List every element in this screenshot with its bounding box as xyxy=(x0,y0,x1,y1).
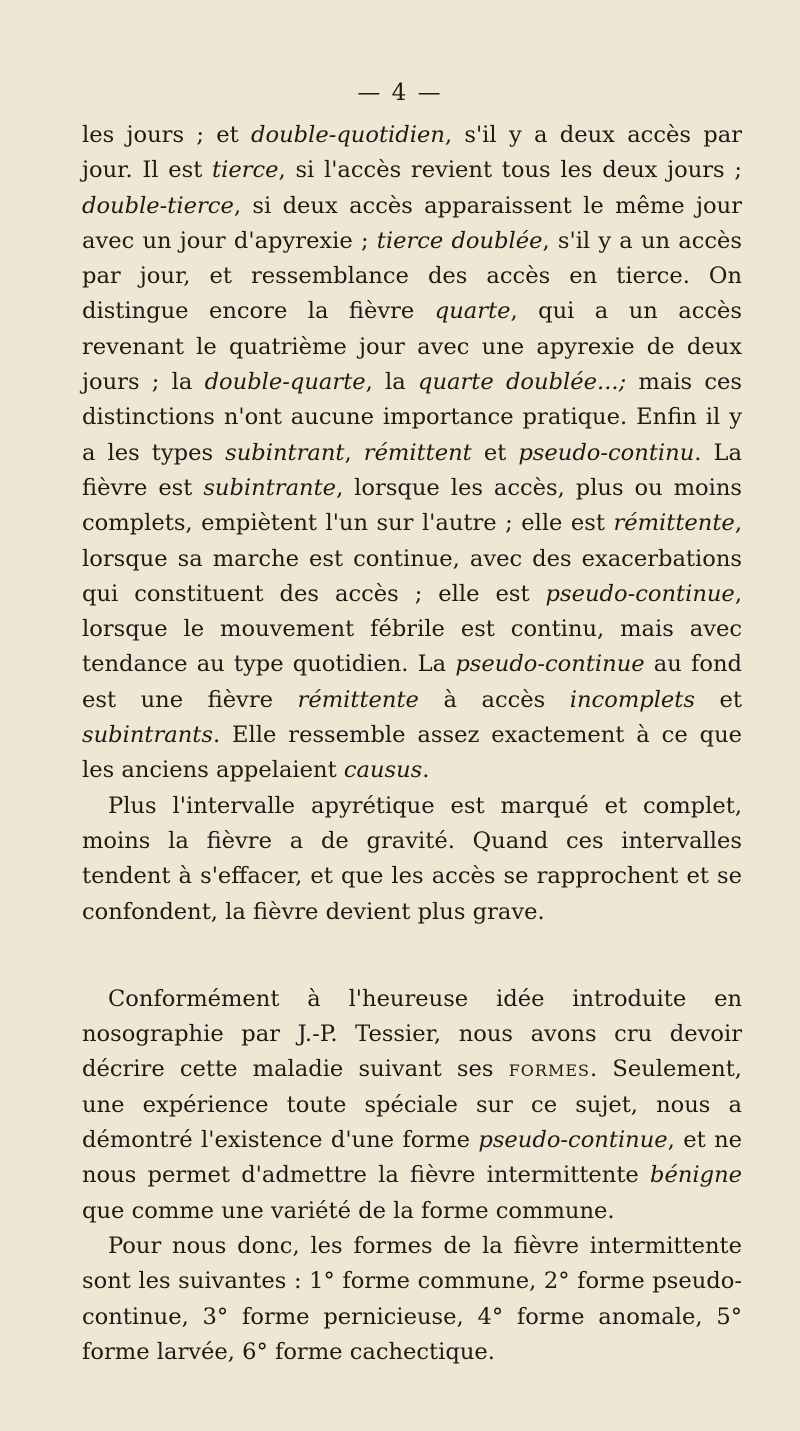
text-run: , si deux accès apparaissent le même jour avec un jour d'apyrexie ; xyxy=(82,192,742,254)
text-run: , xyxy=(344,439,364,466)
paragraph xyxy=(82,1229,742,1370)
italic-term: pseudo-continue xyxy=(478,1127,668,1154)
text-run: . Elle ressemble assez exactement à ce que les anciens appelaient xyxy=(82,722,742,784)
text-run: , s'il y a deux accès par jour. Il est xyxy=(82,122,742,184)
text-run: . Seulement, une expérience toute spéciale sur ce sujet, nous a démontré l'existence d'une forme xyxy=(82,1056,742,1154)
italic-term: pseudo-continu xyxy=(518,439,695,466)
text-run: . La fièvre est xyxy=(82,439,742,501)
text-run: , qui a un accès revenant le quatrième jour avec une apyrexie de deux jours ; la xyxy=(82,298,742,396)
italic-term: double-quarte xyxy=(204,369,366,396)
text-run: mais ces distinctions n'ont aucune importance pratique. Enfin il y a les types xyxy=(82,369,742,466)
text-run: que comme une variété de la forme commune. xyxy=(82,1197,615,1224)
italic-term: bénigne xyxy=(650,1162,742,1189)
body-text xyxy=(82,118,742,1370)
text-run: au fond est une fièvre xyxy=(82,651,742,713)
italic-term: pseudo-continue xyxy=(545,580,735,607)
text-run: , lorsque sa marche est continue, avec des exacerbations qui constituent des accès ; elle est xyxy=(82,510,742,607)
text-run: Conformément à l'heureuse idée introduite en nosographie par J.-P. Tessier, nous avons cru devoir décrire cette maladie suivant ses xyxy=(82,985,742,1083)
italic-term: rémittente xyxy=(297,686,419,713)
italic-term: subintrant xyxy=(225,439,345,466)
text-run: à accès xyxy=(418,686,570,713)
italic-term: quarte xyxy=(434,298,511,325)
italic-term: double-tierce xyxy=(82,192,234,219)
small-caps-term: formes xyxy=(508,1056,590,1083)
italic-term: pseudo-continue xyxy=(455,651,645,678)
text-run: , lorsque les accès, plus ou moins complets, empiètent l'un sur l'autre ; elle est xyxy=(82,474,742,537)
text-run: et xyxy=(694,686,742,713)
paragraph xyxy=(82,982,742,1229)
text-run: , s'il y a un accès par jour, et ressemblance des accès en tierce. On distingue encore la fièvre xyxy=(82,227,743,325)
text-run: Pour nous donc, les formes de la fièvre intermittente sont les suivantes : 1° forme commune, 2° forme pseudo-continue, 3° forme pernicieuse, 4° forme anomale, 5° forme larvée, 6° forme cachectique. xyxy=(82,1232,742,1365)
italic-term: causus xyxy=(343,757,423,784)
text-run: et xyxy=(471,439,519,466)
text-run: les jours ; et xyxy=(82,122,252,148)
text-run: , la xyxy=(365,369,418,396)
text-run: Plus l'intervalle apyrétique est marqué et complet, moins la fièvre a de gravité. Quand ces intervalles tendent à s'effacer, et que les accès se rapprochent et se confondent, la fièvre devient plus grave. xyxy=(82,792,742,925)
italic-term: rémittente xyxy=(613,510,735,537)
text-run: . xyxy=(422,757,430,784)
paragraph xyxy=(82,118,742,789)
italic-term: tierce xyxy=(212,157,279,184)
italic-term: double-quotidien xyxy=(251,122,445,148)
italic-term: incomplets xyxy=(569,686,695,713)
text-run: , lorsque le mouvement fébrile est continu, mais avec tendance au type quotidien. La xyxy=(82,580,742,678)
italic-term: tierce doublée xyxy=(376,227,543,254)
page-number: — 4 — xyxy=(357,80,443,106)
text-run: , et ne nous permet d'admettre la fièvre intermittente xyxy=(82,1127,743,1189)
text-run: , si l'accès revient tous les deux jours ; xyxy=(278,157,742,184)
paragraph xyxy=(82,789,742,930)
italic-term: subintrants xyxy=(82,722,213,749)
italic-term: quarte doublée...; xyxy=(418,369,627,396)
italic-term: subintrante xyxy=(203,474,337,501)
italic-term: rémittent xyxy=(363,439,472,466)
